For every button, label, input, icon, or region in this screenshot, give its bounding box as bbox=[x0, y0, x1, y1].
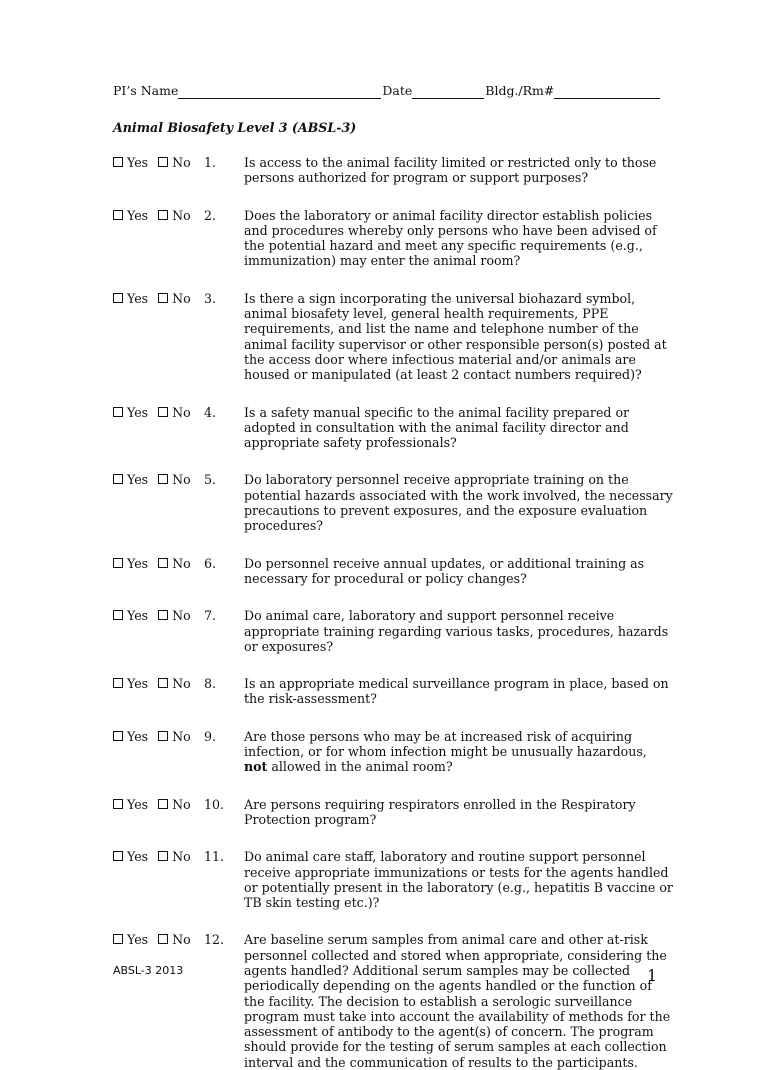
no-checkbox[interactable] bbox=[158, 157, 168, 167]
answer-options bbox=[113, 472, 191, 487]
yes-label: Yes bbox=[127, 608, 149, 624]
date-label: Date bbox=[382, 83, 413, 98]
no-checkbox[interactable] bbox=[158, 678, 168, 688]
no-label: No bbox=[172, 555, 191, 571]
yes-label: Yes bbox=[127, 555, 149, 571]
question-item bbox=[113, 405, 673, 451]
question-number: 1. bbox=[204, 155, 217, 170]
yes-label: Yes bbox=[127, 472, 149, 488]
question-number: 8. bbox=[204, 676, 217, 692]
question-text: Do animal care staff, laboratory and routine support personnel receive appropriate immunizations or tests for the agents handled or potentially present in the laboratory (e.g., hepatitis B vaccine or TB skin testing etc.)? bbox=[244, 849, 673, 911]
yes-checkbox[interactable] bbox=[113, 934, 123, 944]
question-item bbox=[113, 729, 673, 775]
yes-label: Yes bbox=[127, 404, 149, 420]
question-number: 9. bbox=[204, 728, 217, 744]
question-item bbox=[113, 155, 673, 186]
question-text: Do laboratory personnel receive appropriate training on the potential hazards associated with the work involved, the necessary precautions to prevent exposures, and the exposure evaluation procedures? bbox=[244, 472, 673, 534]
yes-checkbox[interactable] bbox=[113, 610, 123, 620]
question-item bbox=[113, 556, 673, 587]
answer-options bbox=[113, 556, 191, 571]
yes-option[interactable] bbox=[113, 208, 148, 223]
yes-checkbox[interactable] bbox=[113, 678, 123, 688]
yes-option[interactable] bbox=[113, 405, 148, 420]
no-option[interactable] bbox=[158, 676, 191, 691]
question-number: 11. bbox=[204, 849, 225, 865]
no-label: No bbox=[172, 676, 191, 692]
question-text: Does the laboratory or animal facility director establish policies and procedures whereby only persons who have been advised of the potential hazard and meet any specific requirements (e.g., immunization) may enter the animal room? bbox=[244, 207, 657, 269]
no-option[interactable] bbox=[158, 729, 191, 744]
yes-checkbox[interactable] bbox=[113, 799, 123, 809]
question-item bbox=[113, 932, 673, 1070]
question-item bbox=[113, 208, 673, 269]
yes-label: Yes bbox=[127, 932, 149, 948]
no-option[interactable] bbox=[158, 932, 191, 947]
no-option[interactable] bbox=[158, 556, 191, 571]
yes-option[interactable] bbox=[113, 556, 148, 571]
yes-label: Yes bbox=[127, 849, 149, 865]
question-text-part: Are those persons who may be at increased risk of acquiring infection, or for whom infection might be unusually hazardous, bbox=[244, 728, 647, 760]
question-text: Are baseline serum samples from animal care and other at-risk personnel collected and stored when appropriate, considering the agents handled? Additional serum samples may be collected periodically depending on the agents handled or the function of the facility. The decision to establish a serologic surveillance program must take into account the availability of methods for the assessment of antibody to the agent(s) of concern. The program should provide for the testing of serum samples at each collection interval and the communication of results to the participants. bbox=[244, 932, 671, 1070]
yes-checkbox[interactable] bbox=[113, 407, 123, 417]
pi-name-field[interactable] bbox=[178, 85, 381, 99]
no-label: No bbox=[172, 155, 191, 170]
question-text: Is there a sign incorporating the universal biohazard symbol, animal biosafety level, general health requirements, PPE requirements, and list the name and telephone number of the animal facility supervisor or other responsible person(s) posted at the access door where infectious material and/or animals are housed or manipulated (at least 2 contact numbers required)? bbox=[244, 290, 667, 383]
question-text: Is access to the animal facility limited or restricted only to those persons authorized for program or support purposes? bbox=[244, 155, 657, 186]
no-option[interactable] bbox=[158, 472, 191, 487]
question-text bbox=[244, 729, 673, 775]
answer-options bbox=[113, 729, 191, 744]
answer-options bbox=[113, 932, 191, 947]
no-option[interactable] bbox=[158, 405, 191, 420]
pi-name-label: PI’s Name bbox=[113, 83, 179, 98]
question-number: 2. bbox=[204, 207, 217, 223]
answer-options bbox=[113, 155, 191, 170]
question-item bbox=[113, 676, 673, 707]
answer-options bbox=[113, 676, 191, 691]
no-option[interactable] bbox=[158, 291, 191, 306]
answer-options bbox=[113, 208, 191, 223]
no-label: No bbox=[172, 849, 191, 865]
yes-option[interactable] bbox=[113, 155, 148, 170]
yes-checkbox[interactable] bbox=[113, 558, 123, 568]
question-text-part: allowed in the animal room? bbox=[267, 759, 453, 775]
no-option[interactable] bbox=[158, 797, 191, 812]
header-fields bbox=[113, 83, 658, 99]
question-item bbox=[113, 797, 673, 828]
yes-checkbox[interactable] bbox=[113, 851, 123, 861]
no-label: No bbox=[172, 608, 191, 624]
page-title: Animal Biosafety Level 3 (ABSL-3) bbox=[113, 120, 357, 135]
answer-options bbox=[113, 405, 191, 420]
no-checkbox[interactable] bbox=[158, 731, 168, 741]
no-label: No bbox=[172, 207, 191, 223]
no-checkbox[interactable] bbox=[158, 210, 168, 220]
answer-options bbox=[113, 608, 191, 623]
answer-options bbox=[113, 849, 191, 864]
question-number: 7. bbox=[204, 608, 217, 624]
yes-checkbox[interactable] bbox=[113, 731, 123, 741]
no-checkbox[interactable] bbox=[158, 293, 168, 303]
yes-option[interactable] bbox=[113, 849, 148, 864]
yes-label: Yes bbox=[127, 155, 149, 170]
question-number: 10. bbox=[204, 796, 225, 812]
no-checkbox[interactable] bbox=[158, 934, 168, 944]
question-number: 4. bbox=[204, 404, 217, 420]
question-text: Is a safety manual specific to the animal facility prepared or adopted in consultation with the animal facility director and appropriate safety professionals? bbox=[244, 404, 630, 451]
no-checkbox[interactable] bbox=[158, 799, 168, 809]
yes-label: Yes bbox=[127, 207, 149, 223]
no-label: No bbox=[172, 932, 191, 948]
no-checkbox[interactable] bbox=[158, 610, 168, 620]
question-text: Do animal care, laboratory and support personnel receive appropriate training regarding various tasks, procedures, hazards or exposures? bbox=[244, 608, 669, 654]
no-checkbox[interactable] bbox=[158, 558, 168, 568]
yes-option[interactable] bbox=[113, 608, 148, 623]
no-label: No bbox=[172, 404, 191, 420]
yes-option[interactable] bbox=[113, 472, 148, 487]
question-list bbox=[113, 155, 673, 1070]
yes-label: Yes bbox=[127, 290, 149, 306]
question-text-emphasis: not bbox=[244, 759, 268, 775]
no-label: No bbox=[172, 796, 191, 812]
yes-option[interactable] bbox=[113, 797, 148, 812]
yes-option[interactable] bbox=[113, 932, 148, 947]
yes-label: Yes bbox=[127, 728, 149, 744]
question-item bbox=[113, 849, 673, 910]
no-checkbox[interactable] bbox=[158, 851, 168, 861]
no-option[interactable] bbox=[158, 208, 191, 223]
question-number: 5. bbox=[204, 472, 217, 488]
question-number: 12. bbox=[204, 932, 225, 948]
no-option[interactable] bbox=[158, 155, 191, 170]
no-option[interactable] bbox=[158, 608, 191, 623]
question-item bbox=[113, 608, 673, 654]
question-text: Are persons requiring respirators enrolled in the Respiratory Protection program? bbox=[244, 796, 636, 827]
yes-option[interactable] bbox=[113, 676, 148, 691]
bldg-room-label: Bldg./Rm# bbox=[485, 83, 555, 98]
yes-checkbox[interactable] bbox=[113, 293, 123, 303]
yes-checkbox[interactable] bbox=[113, 474, 123, 484]
question-text: Is an appropriate medical surveillance program in place, based on the risk-assessment? bbox=[244, 676, 669, 707]
no-label: No bbox=[172, 728, 191, 744]
footer-code: ABSL-3 2013 bbox=[113, 964, 184, 977]
yes-option[interactable] bbox=[113, 729, 148, 744]
question-number: 6. bbox=[204, 555, 217, 571]
date-field[interactable] bbox=[412, 85, 484, 99]
no-checkbox[interactable] bbox=[158, 407, 168, 417]
yes-label: Yes bbox=[127, 796, 149, 812]
no-label: No bbox=[172, 290, 191, 306]
answer-options bbox=[113, 291, 191, 306]
no-label: No bbox=[172, 472, 191, 488]
yes-label: Yes bbox=[127, 676, 149, 692]
page-number: 1 bbox=[647, 966, 658, 985]
bldg-room-field[interactable] bbox=[554, 85, 660, 99]
yes-checkbox[interactable] bbox=[113, 157, 123, 167]
question-text: Do personnel receive annual updates, or additional training as necessary for procedural or policy changes? bbox=[244, 555, 645, 586]
question-item bbox=[113, 291, 673, 383]
question-item bbox=[113, 472, 673, 533]
no-option[interactable] bbox=[158, 849, 191, 864]
yes-checkbox[interactable] bbox=[113, 210, 123, 220]
yes-option[interactable] bbox=[113, 291, 148, 306]
no-checkbox[interactable] bbox=[158, 474, 168, 484]
question-number: 3. bbox=[204, 290, 217, 306]
answer-options bbox=[113, 797, 191, 812]
